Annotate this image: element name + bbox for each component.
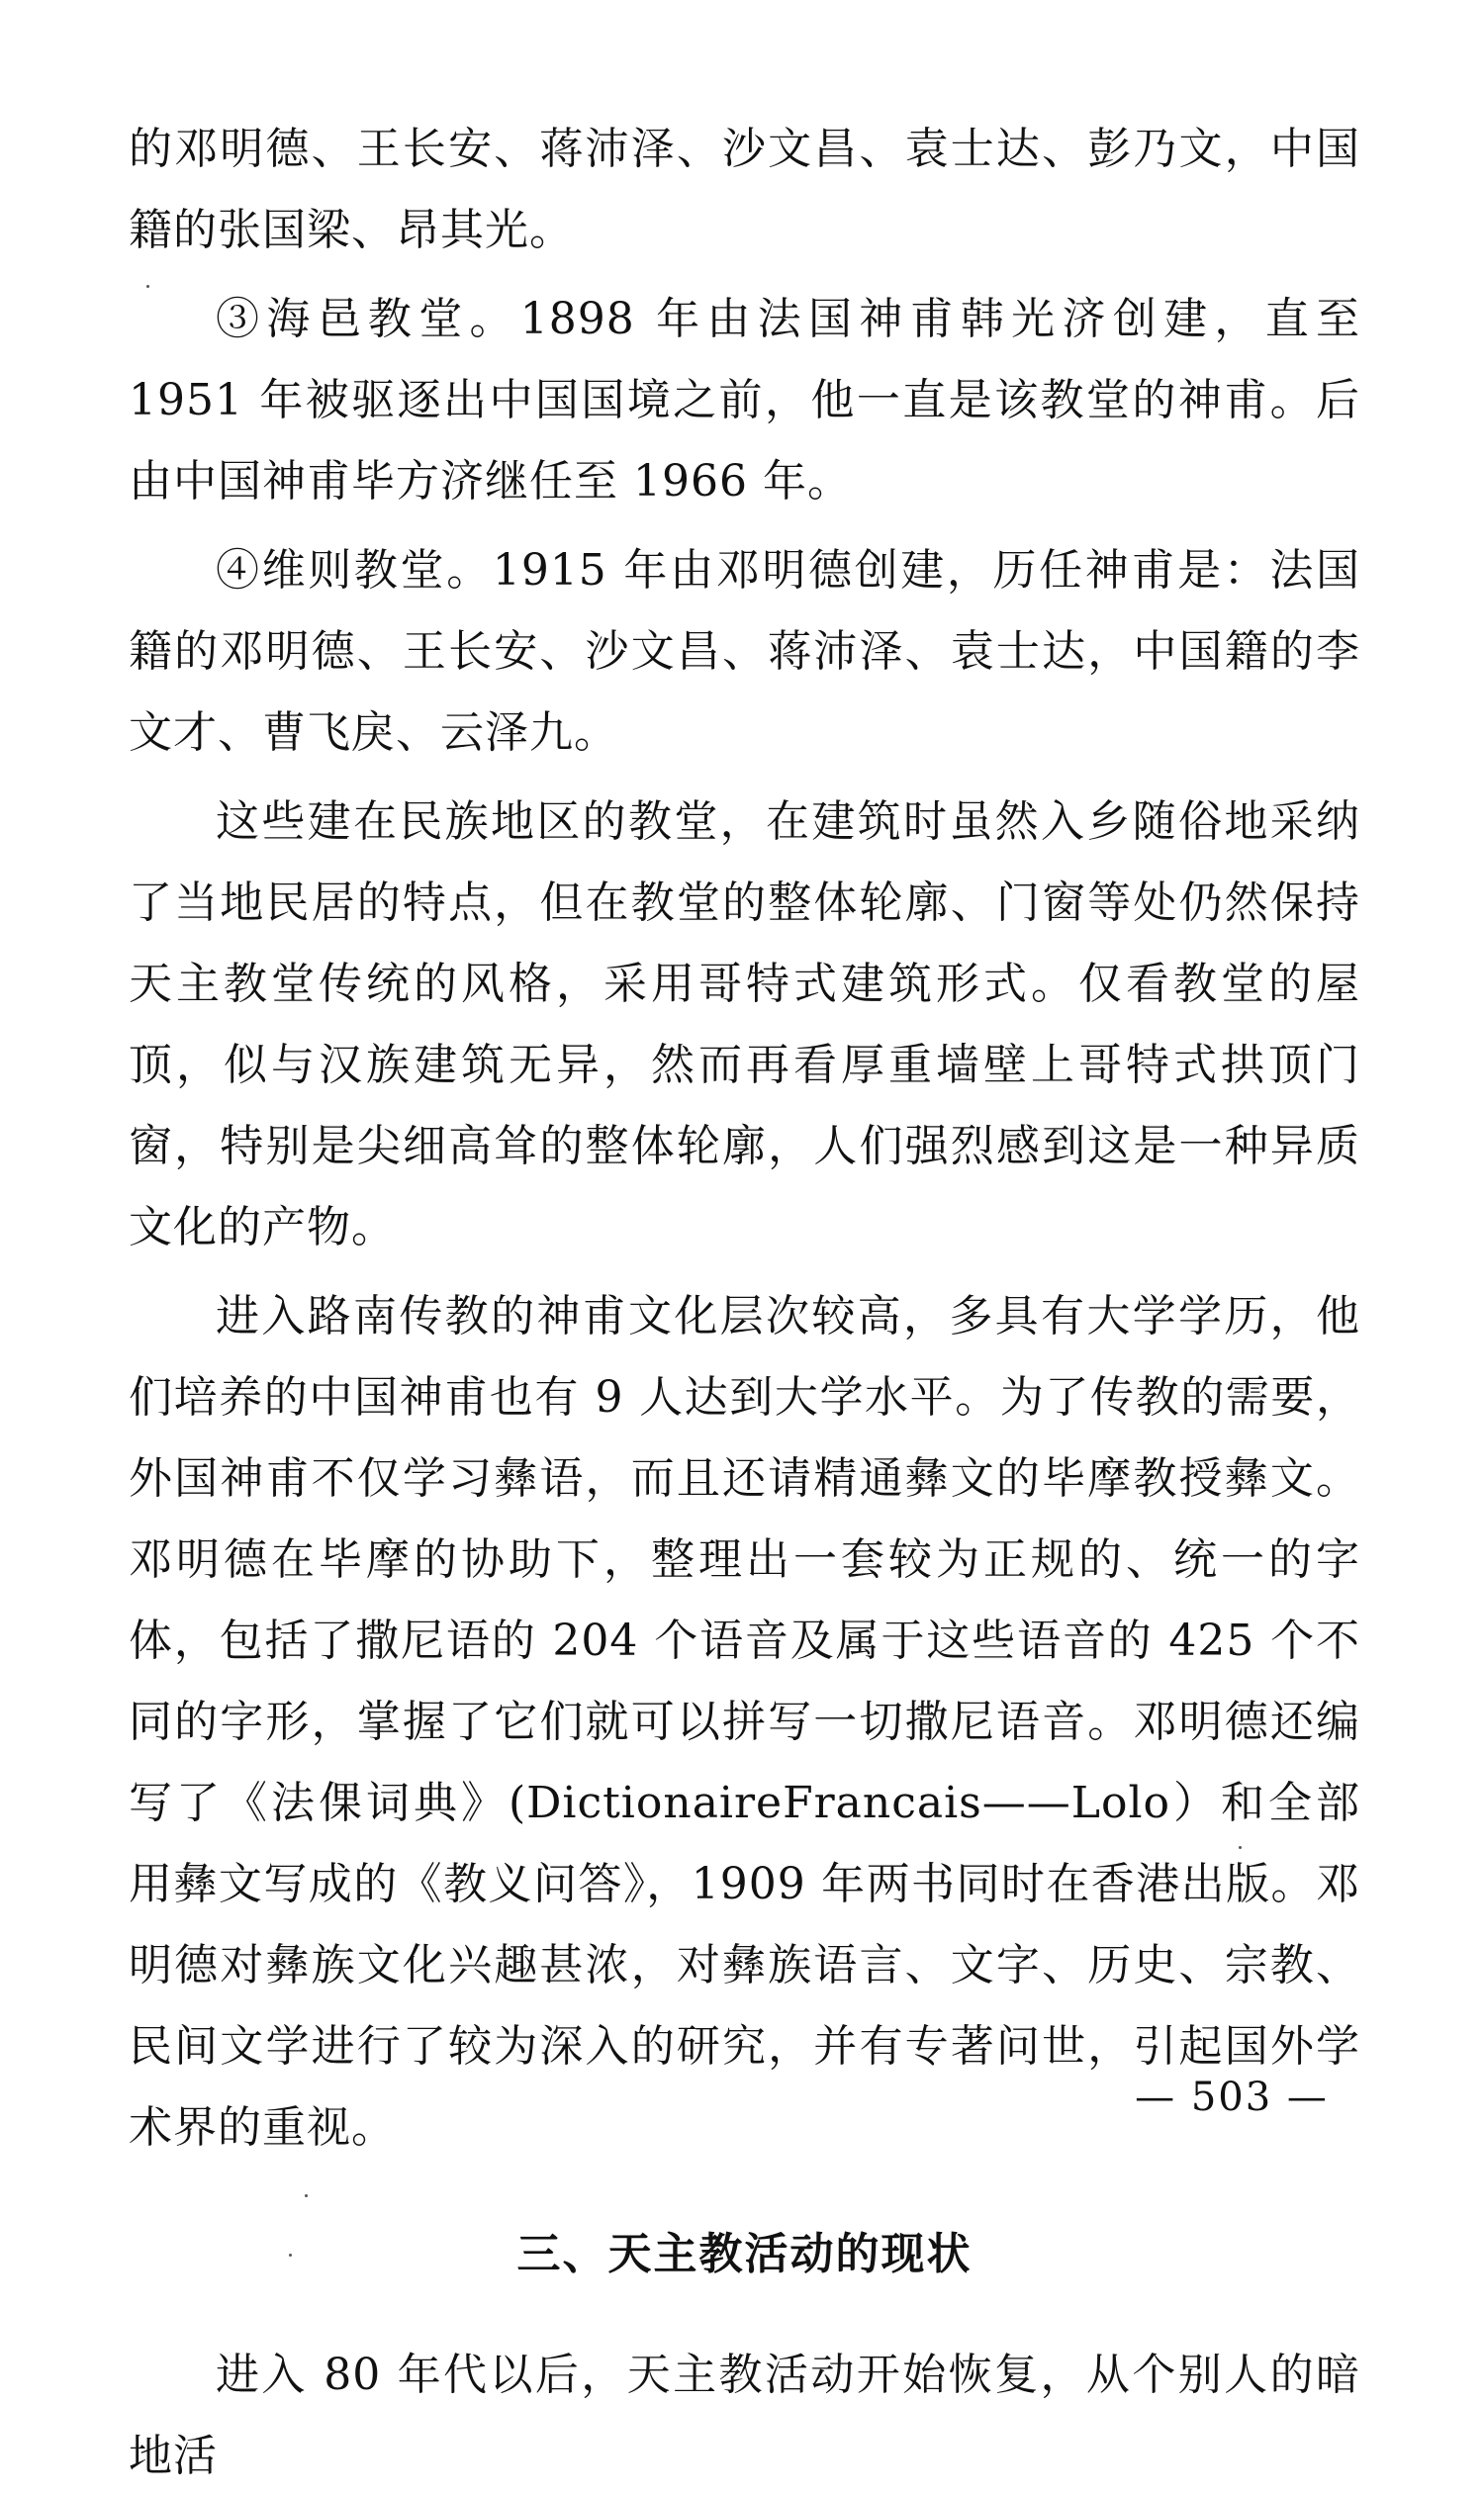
scan-speck	[146, 285, 149, 288]
paragraph-architecture: 这些建在民族地区的教堂，在建筑时虽然入乡随俗地采纳了当地民居的特点，但在教堂的整体轮廓、门窗等处仍然保持天主教堂传统的风格，采用哥特式建筑形式。仅看教堂的屋顶，似与汉族建筑无异，然而再看厚重墙壁上哥特式拱顶门窗，特别是尖细高耸的整体轮廓，人们强烈感到这是一种异质文化的产物。	[129, 796, 1360, 1252]
page-body	[129, 109, 1360, 2497]
scan-speck	[305, 2194, 308, 2197]
paragraph-weize-church: ④维则教堂。1915 年由邓明德创建，历任神甫是：法国籍的邓明德、王长安、沙文昌、蒋沛泽、袁士达，中国籍的李文才、曹飞戾、云泽九。	[129, 545, 1360, 758]
section-heading: 三、天主教活动的现状	[516, 2229, 973, 2279]
paragraph-missionaries: 进入路南传教的神甫文化层次较高，多具有大学学历，他们培养的中国神甫也有 9 人达到大学水平。为了传教的需要，外国神甫不仅学习彝语，而且还请精通彝文的毕摩教授彝文。邓明德在毕摩的协助下，整理出一套较为正规的、统一的字体，包括了撒尼语的 204 个语音及属于这些语音的 425 个不同的字形，掌握了它们就可以拼写一切撒尼语音。邓明德还编写了《法倮词典》(DictionaireFrancais——Lolo）和全部用彝文写成的《教义问答》，1909 年两书同时在香港出版。邓明德对彝族文化兴趣甚浓，对彝族语言、文字、历史、宗教、民间文学进行了较为深入的研究，并有专著问世，引起国外学术界的重视。	[129, 1291, 1360, 2153]
paragraph-continuation: 的邓明德、王长安、蒋沛泽、沙文昌、袁士达、彭乃文，中国籍的张国梁、昂其光。	[129, 124, 1360, 255]
scan-speck	[289, 2254, 292, 2257]
scan-speck	[1239, 1846, 1242, 1849]
page-number: — 503 —	[1135, 2075, 1329, 2120]
paragraph-haiyi-church: ③海邑教堂。1898 年由法国神甫韩光济创建，直至 1951 年被驱逐出中国国境之前，他一直是该教堂的神甫。后由中国神甫毕方济继任至 1966 年。	[129, 294, 1360, 507]
paragraph-current-status: 进入 80 年代以后，天主教活动开始恢复，从个别人的暗地活	[129, 2350, 1360, 2481]
